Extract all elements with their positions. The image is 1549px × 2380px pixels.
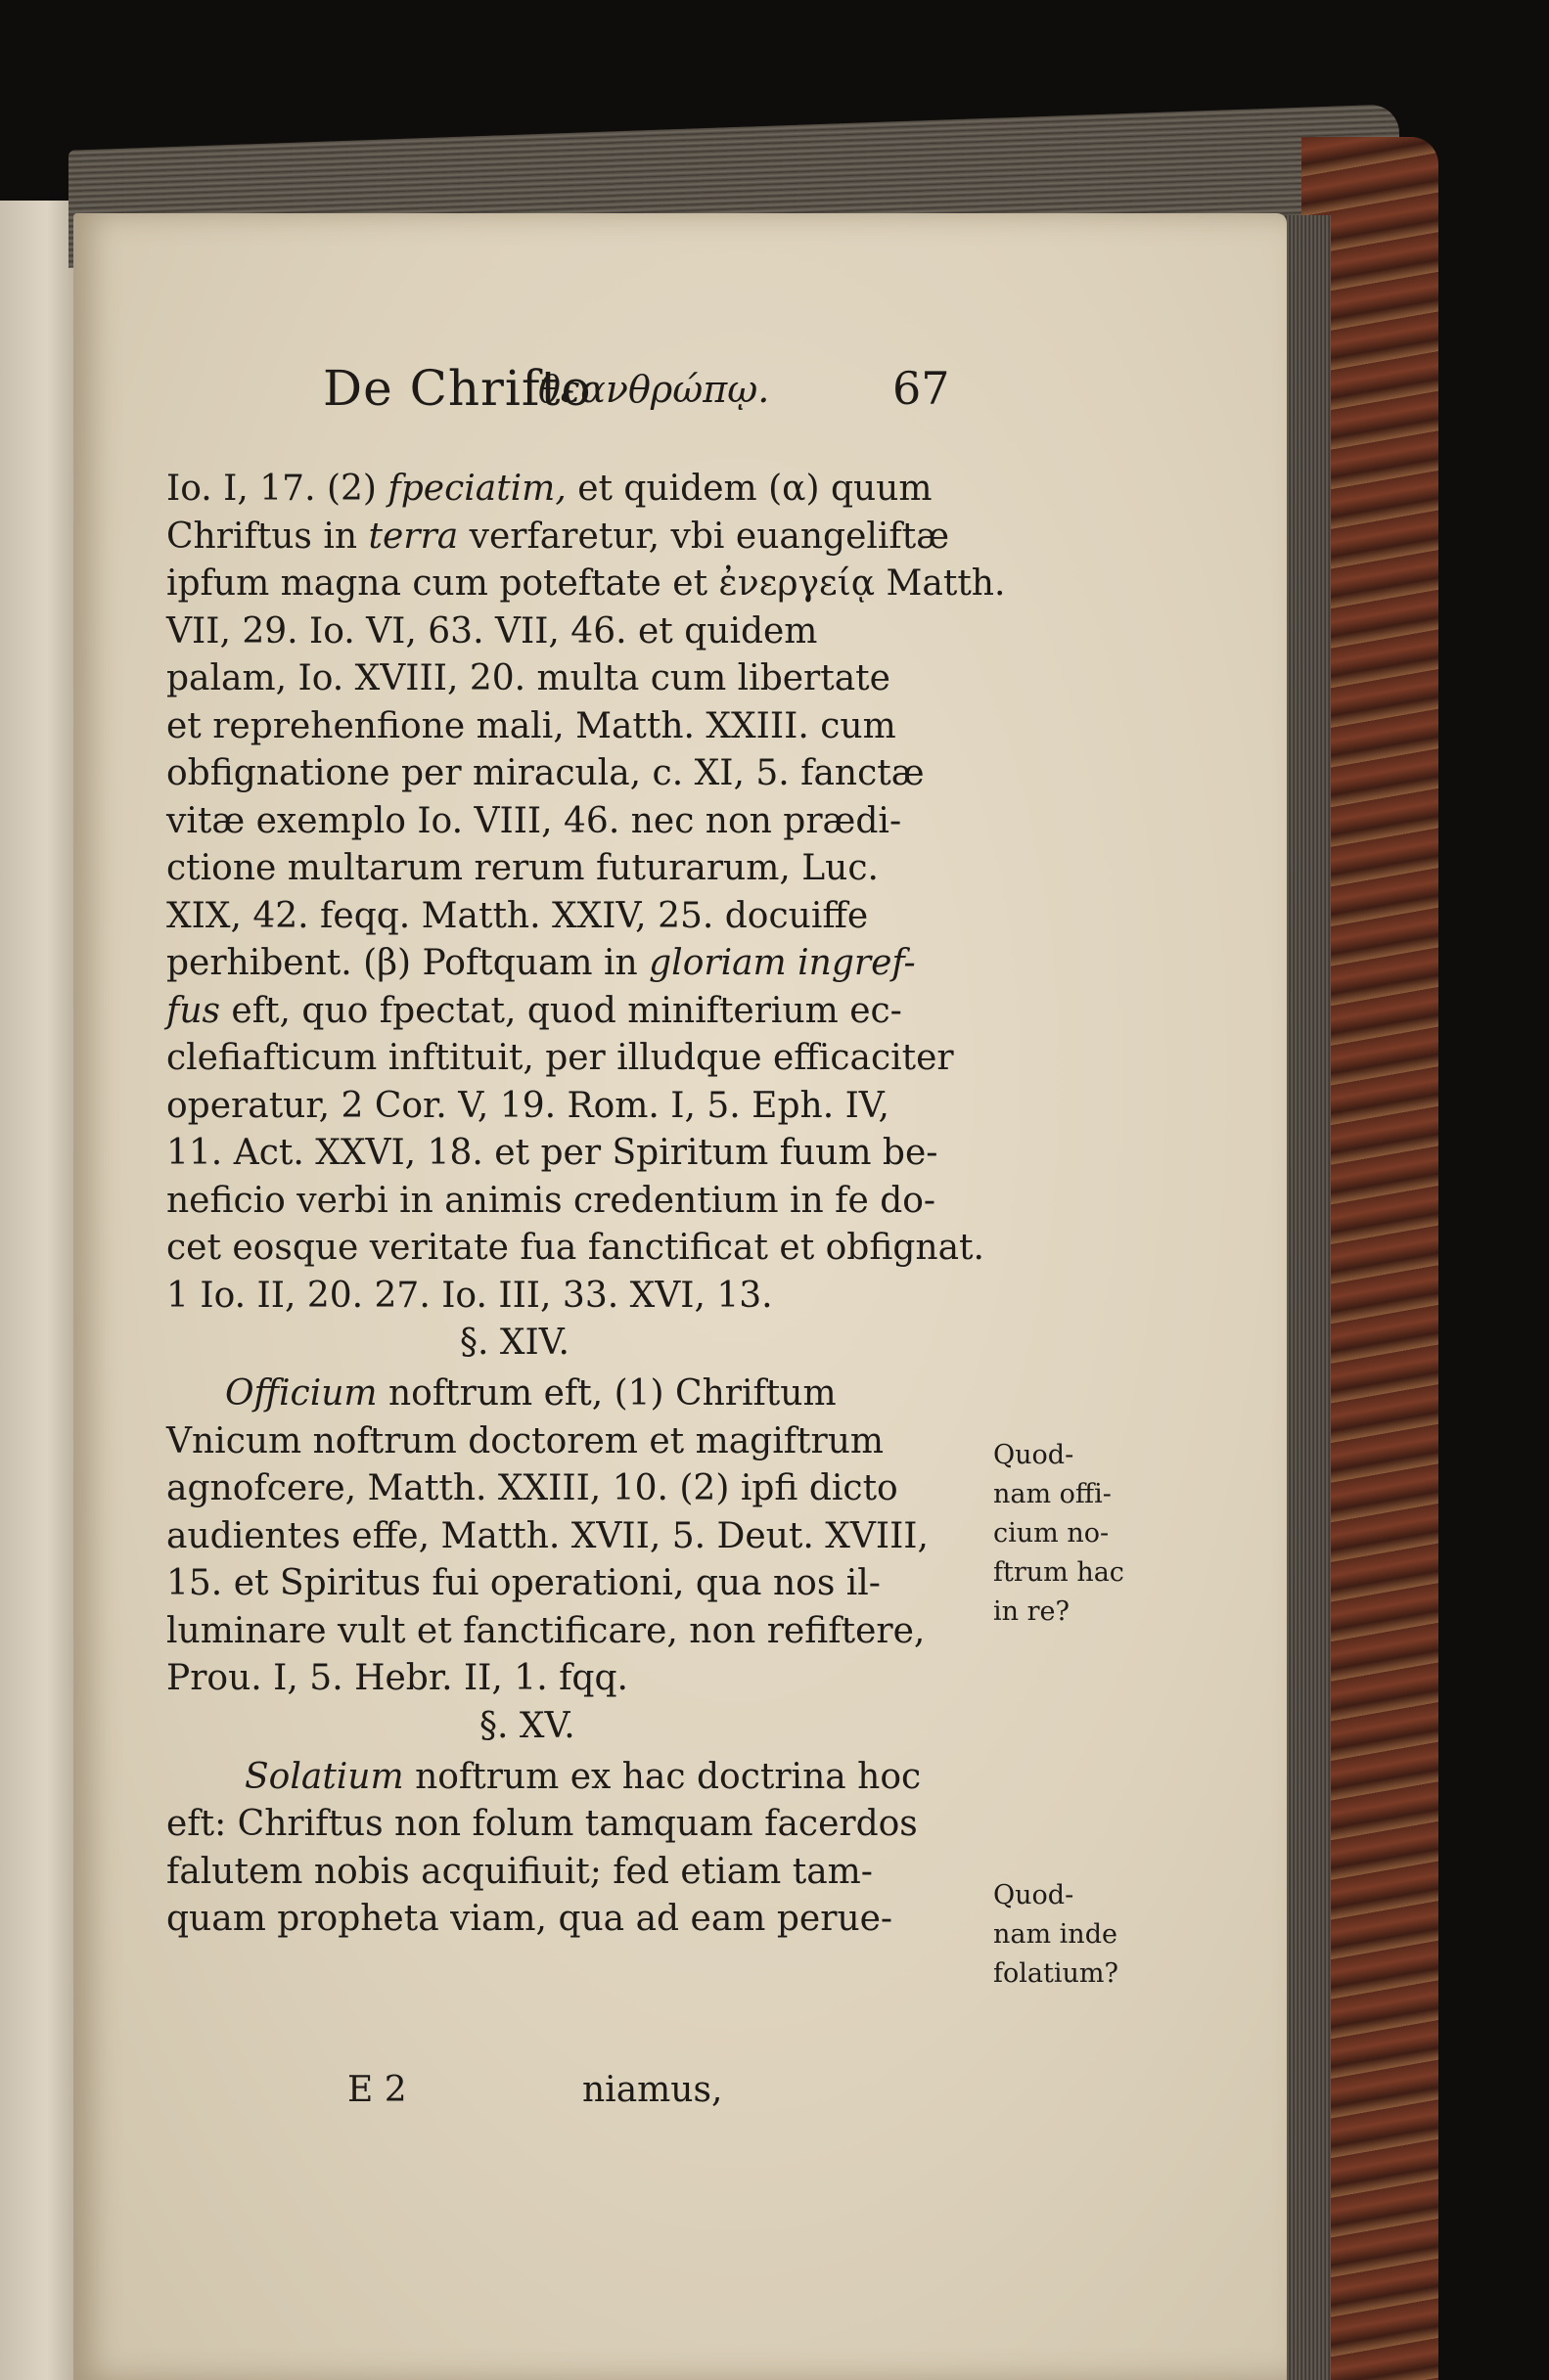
- text-line: vitæ exemplo Io. VIII, 46. nec non prædi-: [166, 800, 902, 841]
- catchword: niamus,: [582, 2070, 723, 2110]
- text-line: 11. Act. XXVI, 18. et per Spiritum fuum be-: [166, 1133, 938, 1173]
- text-line: agnofcere, Matth. XXIII, 10. (2) ipfi dicto: [166, 1468, 898, 1508]
- text-line: obfignatione per miracula, c. XI, 5. fanctæ: [166, 753, 925, 793]
- marginal-note-2: Quod- nam inde folatium?: [993, 1880, 1118, 1989]
- text-line: Io. I, 17. (2) fpeciatim, et quidem (α) quum: [166, 469, 933, 509]
- text-line: cet eosque veritate fua fanctificat et obfignat.: [166, 1228, 984, 1268]
- text-line: Chriftus in terra verfaretur, vbi euangeliftæ: [166, 516, 950, 557]
- text-line: 15. et Spiritus fui operationi, qua nos il-: [166, 1563, 881, 1603]
- text-line: eft: Chriftus non folum tamquam facerdos: [166, 1804, 918, 1844]
- signature-mark: E 2: [347, 2070, 407, 2110]
- text-line: 1 Io. II, 20. 27. Io. III, 33. XVI, 13.: [166, 1275, 773, 1316]
- text-line: perhibent. (β) Poftquam in gloriam ingref-: [166, 943, 916, 983]
- text-line: Vnicum noftrum doctorem et magiftrum: [166, 1420, 885, 1461]
- text-line: neficio verbi in animis credentium in fe do-: [166, 1180, 936, 1221]
- body-text: [166, 466, 1027, 1944]
- running-head-greek: θεανθρώπῳ.: [538, 368, 770, 411]
- book-page: [73, 213, 1287, 2380]
- text-line: et reprehenfione mali, Matth. XXIII. cum: [166, 705, 896, 746]
- section-heading-xiv: §. XIV.: [460, 1323, 569, 1363]
- running-head-title: De Chrifto: [323, 360, 592, 417]
- signature-line: [347, 2070, 974, 2119]
- text-line: palam, Io. XVIII, 20. multa cum libertate: [166, 658, 890, 698]
- text-line: luminare vult et fanctificare, non refiftere,: [166, 1610, 926, 1651]
- text-line: falutem nobis acquifiuit; fed etiam tam-: [166, 1851, 873, 1892]
- text-line: Solatium noftrum ex hac doctrina hoc: [245, 1756, 922, 1797]
- text-line: quam propheta viam, qua ad eam perue-: [166, 1899, 893, 1939]
- text-line: XIX, 42. feqq. Matth. XXIV, 25. docuiffe: [166, 895, 869, 936]
- text-line: clefiafticum inftituit, per illudque efficaciter: [166, 1038, 954, 1078]
- text-line: fus eft, quo fpectat, quod minifterium ec-: [166, 990, 902, 1031]
- text-line: operatur, 2 Cor. V, 19. Rom. I, 5. Eph. IV,: [166, 1085, 889, 1126]
- text-line: Officium noftrum eft, (1) Chriftum: [225, 1373, 837, 1414]
- facing-page-edge: [0, 201, 78, 2380]
- text-line: Prou. I, 5. Hebr. II, 1. fqq.: [166, 1658, 628, 1698]
- page-number: 67: [892, 362, 950, 415]
- running-head: [323, 360, 1106, 428]
- text-line: audientes effe, Matth. XVII, 5. Deut. XVIII,: [166, 1515, 929, 1556]
- text-line: ipfum magna cum poteftate et ἐνεργείᾳ Matth.: [166, 563, 1006, 604]
- text-line: VII, 29. Io. VI, 63. VII, 46. et quidem: [166, 610, 818, 651]
- text-line: ctione multarum rerum futurarum, Luc.: [166, 848, 879, 888]
- section-heading-xv: §. XV.: [479, 1705, 575, 1746]
- marginal-note-1: Quod- nam offi- cium no- ftrum hac in re?: [993, 1440, 1124, 1627]
